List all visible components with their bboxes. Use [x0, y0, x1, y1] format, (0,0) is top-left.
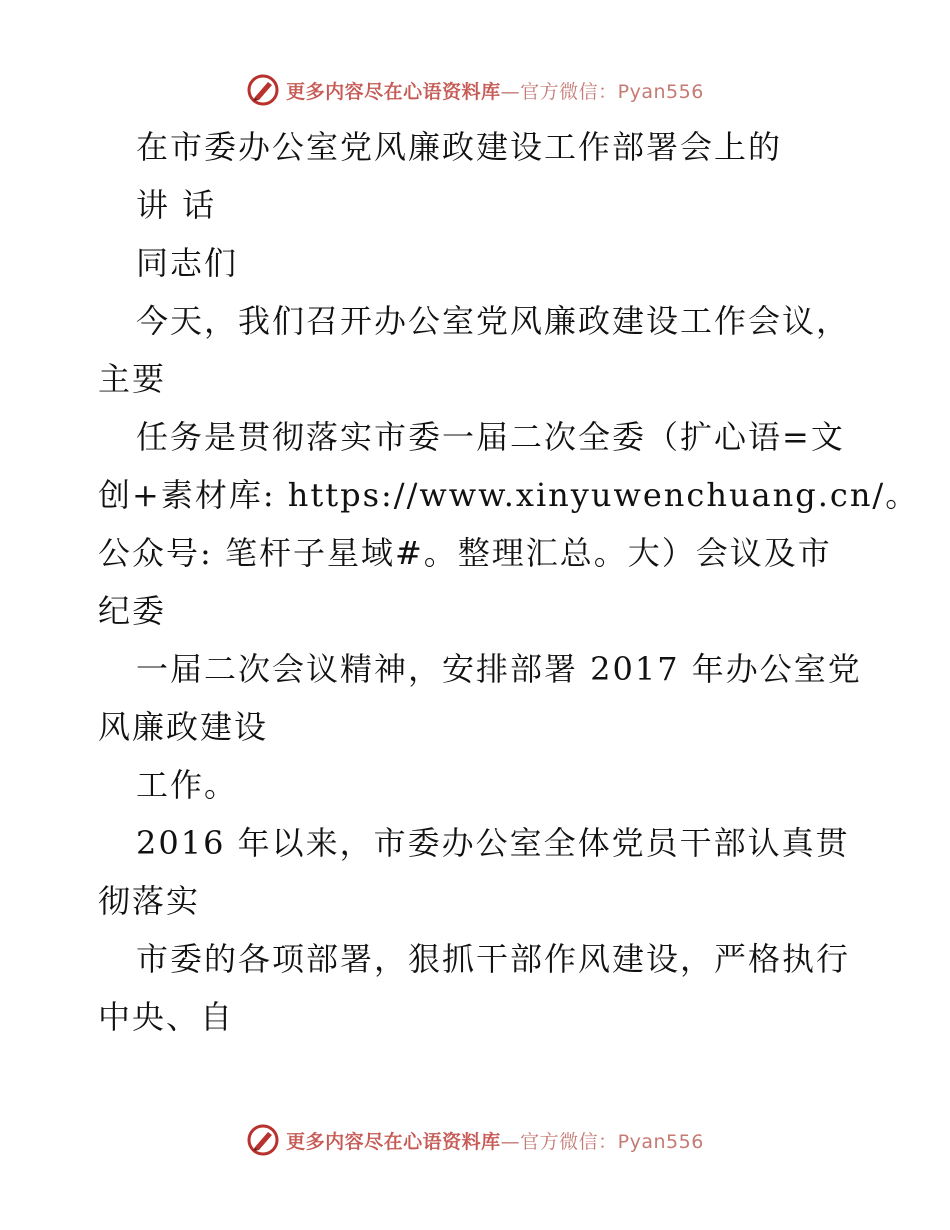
- text-line: 市委的各项部署，狠抓干部作风建设，严格执行: [136, 940, 851, 978]
- watermark-tail: 官方微信：Pyan556: [520, 80, 704, 103]
- text-line: 2016 年以来，市委办公室全体党员干部认真贯: [136, 824, 850, 862]
- text-line: 工作。: [136, 766, 239, 804]
- text-line: 任务是贯彻落实市委一届二次全委（扩心语=文: [136, 418, 845, 456]
- text-line: 公众号: 笔杆子星域#。整理汇总。大）会议及市: [98, 534, 832, 572]
- document-body: [98, 118, 920, 1046]
- text-line: 一届二次会议精神，安排部署 2017 年办公室党: [136, 650, 862, 688]
- text-line: 风廉政建设: [98, 708, 269, 746]
- footer-watermark-banner: [0, 1120, 950, 1160]
- text-line: 纪委: [98, 592, 167, 630]
- text-line: 创+素材库: https://www.xinyuwenchuang.cn/。: [98, 476, 920, 514]
- pen-logo-icon: [246, 1123, 280, 1157]
- text-line: 主要: [98, 360, 167, 398]
- text-line: 同志们: [136, 244, 239, 282]
- text-line: 彻落实: [98, 882, 201, 920]
- watermark-text: [286, 77, 704, 104]
- header-watermark-banner: [0, 70, 950, 110]
- watermark-text: [286, 1127, 704, 1154]
- pen-logo-icon: [246, 73, 280, 107]
- text-line: 在市委办公室党风廉政建设工作部署会上的: [136, 128, 783, 166]
- watermark-dash: —: [500, 1130, 521, 1153]
- watermark-lead: 更多内容尽在心语资料库: [286, 80, 501, 103]
- text-line: 今天，我们召开办公室党风廉政建设工作会议，: [136, 302, 851, 340]
- watermark-dash: —: [500, 80, 521, 103]
- watermark-tail: 官方微信：Pyan556: [520, 1130, 704, 1153]
- text-line: 中央、自: [98, 998, 235, 1036]
- watermark-lead: 更多内容尽在心语资料库: [286, 1130, 501, 1153]
- text-line: 讲 话: [136, 186, 217, 224]
